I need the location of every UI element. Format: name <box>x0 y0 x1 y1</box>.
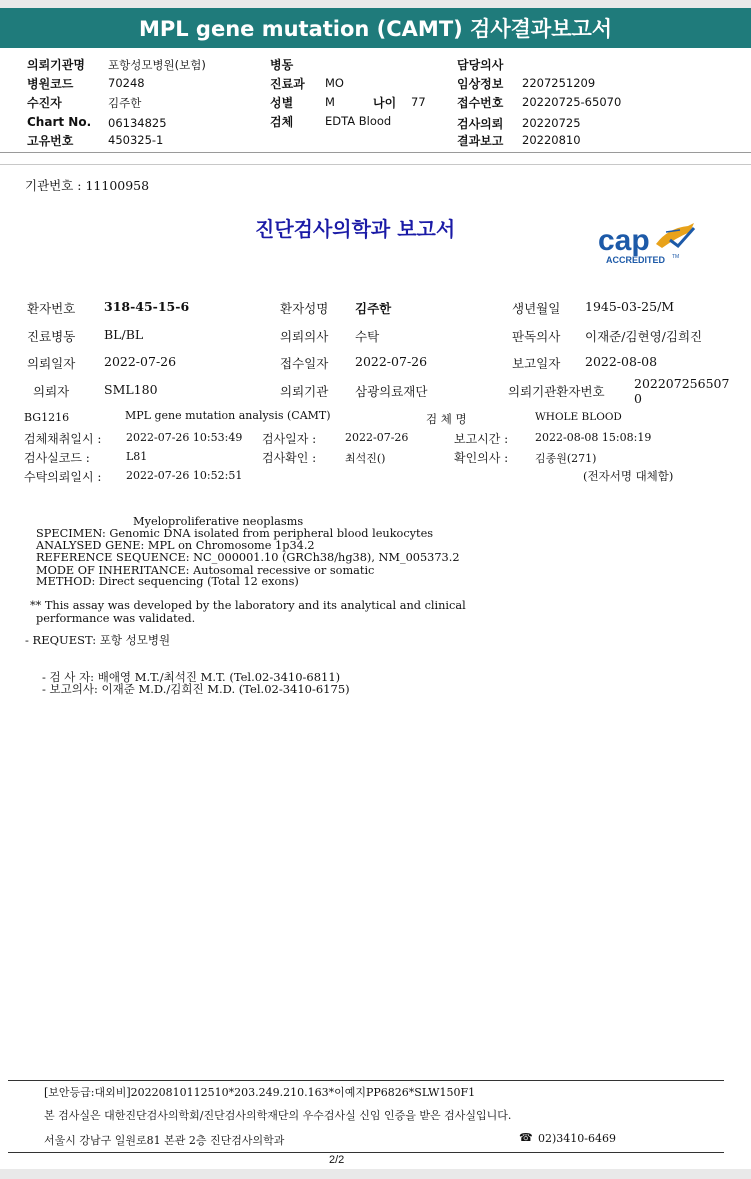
top-band <box>0 0 751 8</box>
line-value: 2022-07-26 10:53:49 <box>126 431 243 444</box>
detail-line: SPECIMEN: Genomic DNA isolated from peripheral blood leukocytes <box>36 527 434 540</box>
cap-accredited-text: ACCREDITED <box>606 255 666 265</box>
header-value: EDTA Blood <box>325 114 392 128</box>
row-value: 0 <box>634 391 642 406</box>
line-value: 김종원(271) <box>535 452 597 465</box>
detail-line: REFERENCE SEQUENCE: NC_000001.10 (GRCh38/hg38), NM_005373.2 <box>36 551 460 564</box>
assay-note: performance was validated. <box>36 612 196 625</box>
row-value: 2022-08-08 <box>585 354 658 369</box>
line-label: 보고시간 : <box>454 432 509 446</box>
address-line: 서울시 강남구 일원로81 본관 2층 진단검사의학과 <box>44 1134 285 1147</box>
header-value: 06134825 <box>108 116 167 130</box>
phone-icon: ☎ <box>519 1131 533 1144</box>
header-value: 20220725-65070 <box>522 95 622 109</box>
header-value: 20220810 <box>522 133 581 147</box>
row-value: 2022-07-26 <box>355 354 428 369</box>
row-label: 생년월일 <box>512 301 561 316</box>
row-label: 의뢰일자 <box>27 356 76 371</box>
header-label: 의뢰기관명 <box>27 58 85 72</box>
line-value: 2022-07-26 <box>345 431 409 444</box>
cap-accredited-logo <box>596 218 708 268</box>
row-value: 삼광의료재단 <box>355 384 428 399</box>
specimen-label: 검 체 명 <box>426 412 467 426</box>
test-code: BG1216 <box>24 411 70 424</box>
row-value: BL/BL <box>104 327 144 342</box>
report-title: MPL gene mutation (CAMT) 검사결과보고서 <box>138 17 613 41</box>
line-label: 수탁의뢰일시 : <box>24 470 102 484</box>
header-value: 77 <box>411 95 426 109</box>
row-label: 의뢰기관환자번호 <box>508 384 605 399</box>
detail-line: MODE OF INHERITANCE: Autosomal recessive or somatic <box>36 564 375 577</box>
test-name: MPL gene mutation analysis (CAMT) <box>125 409 331 422</box>
patient-number: 318-45-15-6 <box>104 299 190 314</box>
row-label: 진료병동 <box>27 329 76 344</box>
header-label: Chart No. <box>27 115 92 129</box>
specimen-value: WHOLE BLOOD <box>535 411 622 423</box>
row-value: 2022-07-26 <box>104 354 177 369</box>
lab-report-title: 진단검사의학과 보고서 <box>255 217 456 241</box>
signature-note: (전자서명 대체함) <box>583 469 674 483</box>
header-value: MO <box>325 76 344 90</box>
row-label: 환자번호 <box>27 301 76 316</box>
row-value: 1945-03-25/M <box>585 299 675 314</box>
header-label: 검사의뢰 <box>457 117 504 131</box>
line-value: 2022-08-08 15:08:19 <box>535 431 652 444</box>
security-line: [보안등급:대외비]20220810112510*203.249.210.163*이예지PP6826*SLW150F1 <box>44 1086 476 1099</box>
header-value: 20220725 <box>522 116 581 130</box>
report-title-bar <box>0 8 751 48</box>
line-label: 검체채취일시 : <box>24 432 102 446</box>
bottom-band <box>0 1169 751 1179</box>
page-number: 2/2 <box>329 1154 345 1166</box>
row-label: 환자성명 <box>280 301 329 316</box>
diagnosis-heading: Myeloproliferative neoplasms <box>133 515 304 528</box>
header-value: 450325-1 <box>108 133 164 147</box>
svg-text:cap: cap <box>598 224 650 257</box>
line-value: 최석진() <box>345 452 386 465</box>
row-label: 의뢰의사 <box>280 329 329 344</box>
header-value: 포항성모병원(보험) <box>108 58 206 72</box>
row-label: 접수일자 <box>280 356 329 371</box>
cap-tm-text: TM <box>672 254 680 260</box>
assay-note: ** This assay was developed by the laboratory and its analytical and clinical <box>30 599 466 612</box>
line-value: 2022-07-26 10:52:51 <box>126 469 243 482</box>
row-value: SML180 <box>104 382 158 397</box>
header-label: 담당의사 <box>457 58 504 72</box>
header-value: 2207251209 <box>522 76 596 90</box>
row-value: 이재준/김현영/김희진 <box>585 329 703 344</box>
detail-line: ANALYSED GENE: MPL on Chromosome 1p34.2 <box>36 539 315 552</box>
header-value: 70248 <box>108 76 145 90</box>
reporter-line: - 보고의사: 이재준 M.D./김희진 M.D. (Tel.02-3410-6175) <box>42 682 350 696</box>
divider <box>0 152 751 153</box>
institution-number: 기관번호 : 11100958 <box>25 178 150 193</box>
header-label: 진료과 <box>270 77 305 91</box>
line-label: 검사실코드 : <box>24 451 90 465</box>
line-value: L81 <box>126 450 148 463</box>
tester-line: - 검 사 자: 배애영 M.T./최석진 M.T. (Tel.02-3410-6811) <box>42 670 341 684</box>
detail-line: METHOD: Direct sequencing (Total 12 exons) <box>36 575 299 588</box>
request-line: - REQUEST: 포항 성모병원 <box>25 633 171 647</box>
line-label: 검사확인 : <box>262 451 317 465</box>
row-value: 202207256507 <box>634 376 730 391</box>
row-value: 수탁 <box>355 329 380 344</box>
footer-divider <box>8 1152 724 1153</box>
footer-divider <box>8 1080 724 1081</box>
line-label: 검사일자 : <box>262 432 317 446</box>
row-label: 의뢰기관 <box>280 384 329 399</box>
header-label: 검체 <box>270 115 294 129</box>
row-label: 판독의사 <box>512 329 561 344</box>
header-value: 김주한 <box>108 96 142 110</box>
divider <box>0 164 751 165</box>
header-value: M <box>325 95 335 109</box>
row-label: 의뢰자 <box>33 384 70 399</box>
patient-name: 김주한 <box>355 301 392 316</box>
header-label: 나이 <box>373 96 397 110</box>
header-label: 임상정보 <box>457 77 504 91</box>
header-label: 병원코드 <box>27 77 74 91</box>
header-label: 접수번호 <box>457 96 504 110</box>
header-label: 결과보고 <box>457 134 504 148</box>
certification-line: 본 검사실은 대한진단검사의학회/진단검사의학재단의 우수검사실 신임 인증을 받은 검사실입니다. <box>44 1109 512 1122</box>
line-label: 확인의사 : <box>454 451 509 465</box>
phone-number: 02)3410-6469 <box>538 1132 616 1145</box>
header-label: 성별 <box>270 96 294 110</box>
row-label: 보고일자 <box>512 356 561 371</box>
header-label: 병동 <box>270 58 294 72</box>
header-label: 고유번호 <box>27 134 74 148</box>
header-label: 수진자 <box>27 96 62 110</box>
